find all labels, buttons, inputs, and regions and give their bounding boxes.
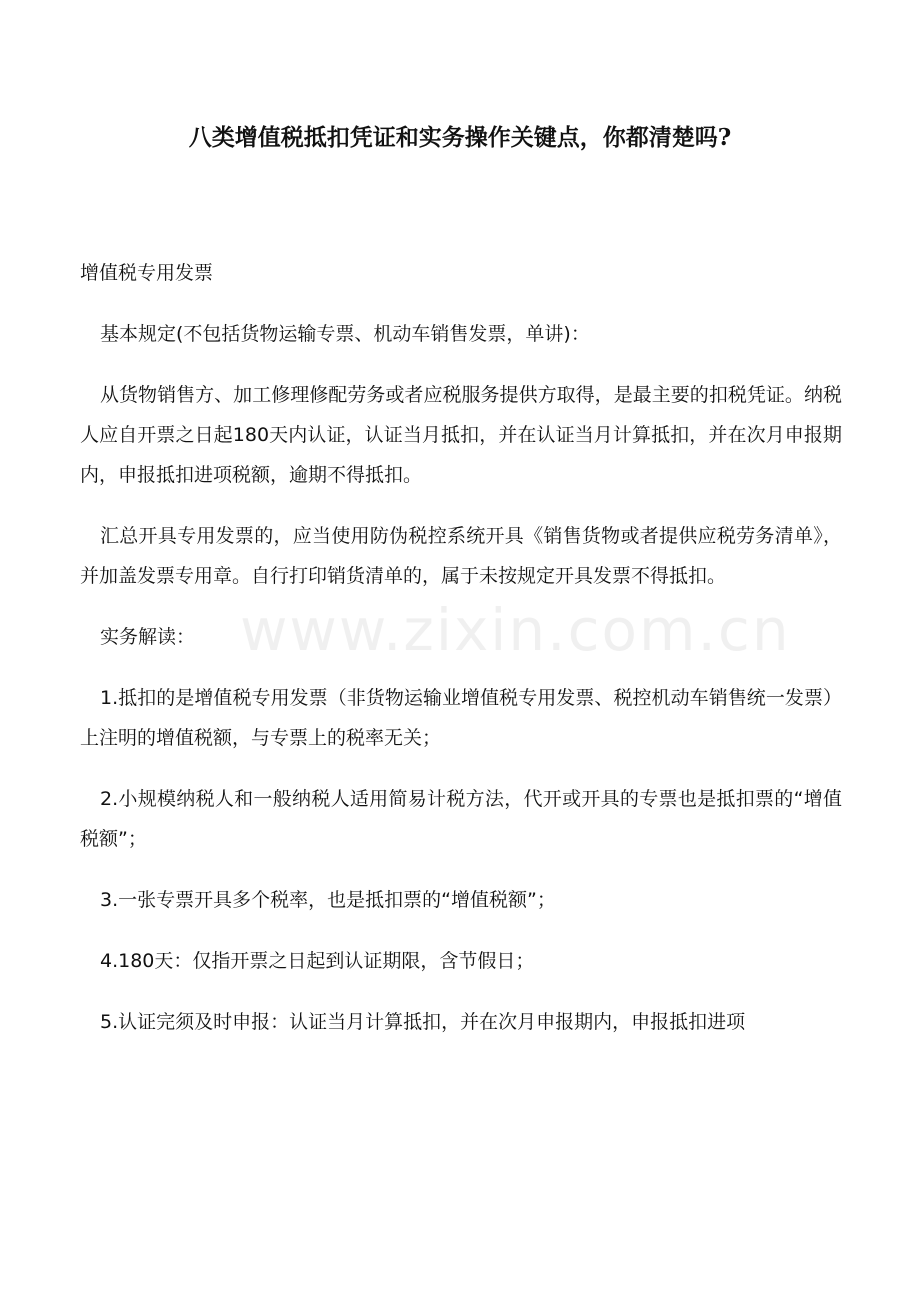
list-item-3: 3.一张专票开具多个税率，也是抵扣票的“增值税额”； [100, 889, 556, 911]
document-body [80, 253, 842, 1063]
paragraph-summary-invoice: 汇总开具专用发票的，应当使用防伪税控系统开具《销售货物或者提供应税劳务清单》，并加盖发票专用章。自行打印销货清单的，属于未按规定开具发票不得抵扣。 [80, 525, 842, 587]
paragraph-practice-heading: 实务解读： [100, 626, 196, 648]
paragraph-source-and-deadline: 从货物销售方、加工修理修配劳务或者应税服务提供方取得，是最主要的扣税凭证。纳税人应自开票之日起180天内认证，认证当月抵扣，并在认证当月计算抵扣，并在次月申报期内，申报抵扣进项税额，逾期不得抵扣。 [80, 384, 842, 486]
document-title: 八类增值税抵扣凭证和实务操作关键点，你都清楚吗? [188, 124, 732, 151]
watermark: www.zixin.com.cn [240, 596, 791, 664]
paragraph-basic-rule: 基本规定(不包括货物运输专票、机动车销售发票，单讲)： [100, 323, 590, 345]
section-heading: 增值税专用发票 [80, 262, 214, 284]
list-item-4: 4.180天：仅指开票之日起到认证期限，含节假日； [100, 950, 535, 972]
list-item-5: 5.认证完须及时申报：认证当月计算抵扣，并在次月申报期内，申报抵扣进项 [100, 1011, 746, 1033]
list-item-1: 1.抵扣的是增值税专用发票（非货物运输业增值税专用发票、税控机动车销售统一发票）上注明的增值税额，与专票上的税率无关； [80, 687, 842, 749]
list-item-2: 2.小规模纳税人和一般纳税人适用简易计税方法，代开或开具的专票也是抵扣票的“增值税额”； [80, 788, 842, 850]
